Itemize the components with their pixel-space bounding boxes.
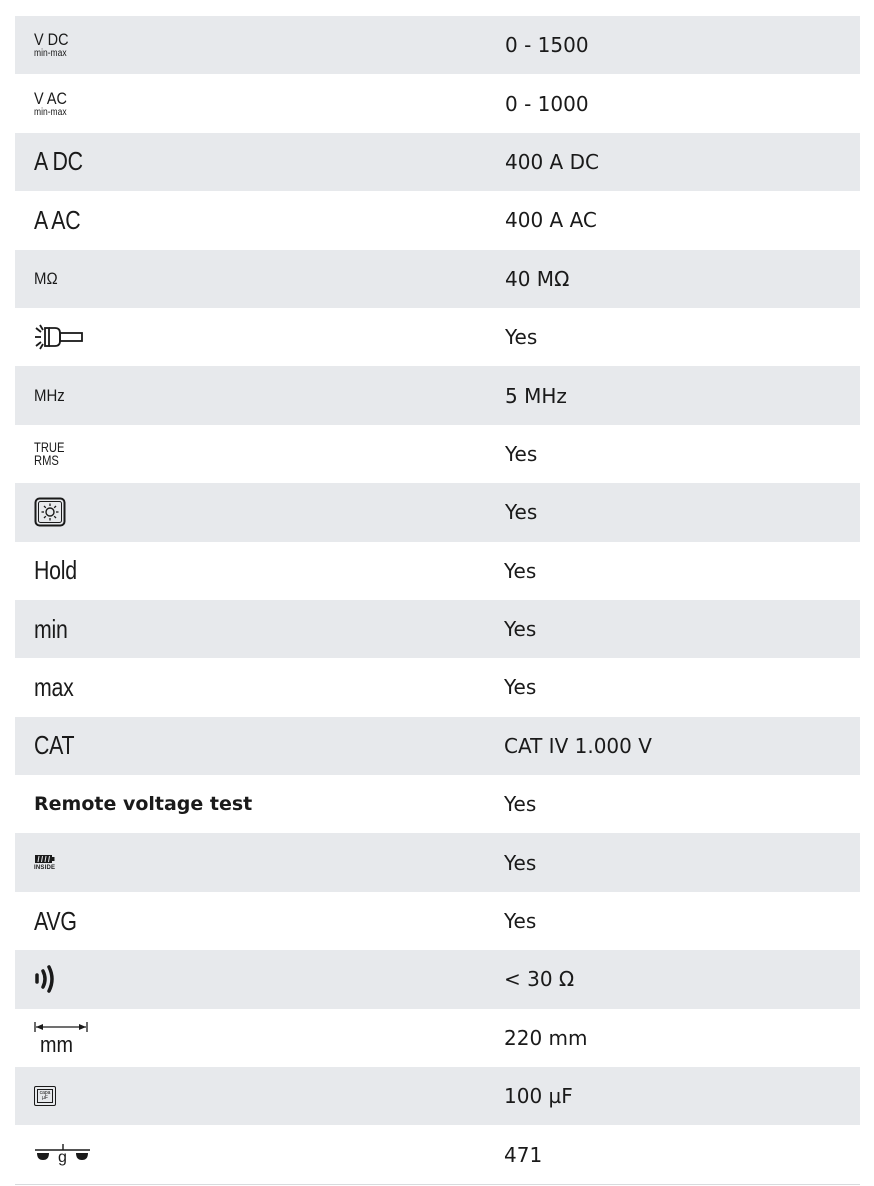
row-label	[15, 672, 490, 703]
table-row	[15, 600, 860, 658]
capacitance-icon: capa µF	[34, 1086, 56, 1106]
row-label	[15, 555, 490, 586]
cat-label: CAT	[34, 730, 75, 761]
row-label	[15, 1086, 490, 1106]
row-value: 40 MΩ	[505, 266, 570, 291]
continuity-sound-icon	[34, 963, 60, 995]
row-value: Yes	[505, 500, 538, 525]
row-value: Yes	[504, 850, 537, 875]
row-value: 5 MHz	[505, 383, 567, 408]
backlight-icon	[34, 497, 66, 527]
row-value: Yes	[505, 441, 538, 466]
avg-label: AVG	[34, 905, 77, 936]
row-value: 100 µF	[504, 1084, 573, 1109]
row-label	[15, 854, 490, 871]
row-label	[15, 1020, 490, 1056]
table-row	[15, 1125, 860, 1183]
row-value: < 30 Ω	[504, 967, 575, 992]
megaohm-label: MΩ	[34, 268, 58, 288]
row-value: 220 mm	[504, 1025, 588, 1050]
adc-label: A DC	[34, 146, 83, 177]
table-row	[15, 775, 860, 833]
row-label	[15, 497, 490, 527]
table-row	[15, 717, 860, 775]
table-row	[15, 191, 860, 249]
row-value: 400 A AC	[505, 208, 597, 233]
max-label: max	[34, 671, 74, 702]
row-value: 471	[504, 1142, 543, 1167]
row-value: Yes	[504, 558, 537, 583]
row-value: 0 - 1000	[505, 91, 589, 116]
row-label	[15, 146, 490, 177]
table-row	[15, 892, 860, 950]
row-label	[15, 438, 490, 468]
hold-label: Hold	[34, 555, 77, 586]
true-rms-label: TRUE RMS	[34, 438, 65, 468]
row-label	[15, 205, 490, 236]
table-row	[15, 425, 860, 483]
min-label: min	[34, 613, 68, 644]
row-label	[15, 1140, 490, 1170]
table-row	[15, 74, 860, 132]
row-value: Yes	[504, 792, 537, 817]
row-value: Yes	[504, 909, 537, 934]
weight-scale-icon: g	[34, 1140, 92, 1170]
table-row	[15, 16, 860, 74]
row-label	[15, 321, 490, 353]
row-label	[15, 269, 490, 289]
spec-table	[15, 16, 860, 1184]
table-bottom-divider	[15, 1184, 860, 1185]
table-row	[15, 950, 860, 1008]
table-row	[15, 483, 860, 541]
table-row	[15, 1067, 860, 1125]
row-value: CAT IV 1.000 V	[504, 733, 652, 758]
row-value: Yes	[504, 617, 537, 642]
row-value: 400 A DC	[505, 149, 599, 174]
row-label	[15, 906, 490, 937]
table-row	[15, 133, 860, 191]
row-label	[15, 963, 490, 995]
table-row	[15, 366, 860, 424]
row-label	[15, 31, 490, 59]
row-label	[15, 793, 490, 815]
row-value: Yes	[504, 675, 537, 700]
table-row	[15, 1009, 860, 1067]
table-row	[15, 833, 860, 891]
row-value: Yes	[505, 325, 538, 350]
row-value: 0 - 1500	[505, 33, 589, 58]
vdc-label: V DC min-max	[34, 30, 69, 60]
table-row	[15, 308, 860, 366]
row-label	[15, 90, 490, 118]
battery-inside-icon: INSIDE	[34, 854, 56, 871]
vac-label: V AC min-max	[34, 88, 67, 118]
aac-label: A AC	[34, 204, 81, 235]
table-row	[15, 658, 860, 716]
remote-voltage-test-label: Remote voltage test	[34, 793, 253, 816]
flashlight-icon	[34, 321, 98, 353]
row-label	[15, 730, 490, 761]
table-row	[15, 250, 860, 308]
row-label	[15, 386, 490, 406]
mhz-label: MHz	[34, 385, 65, 405]
length-arrow-icon: mm	[34, 1020, 90, 1056]
table-row	[15, 542, 860, 600]
row-label	[15, 614, 490, 645]
